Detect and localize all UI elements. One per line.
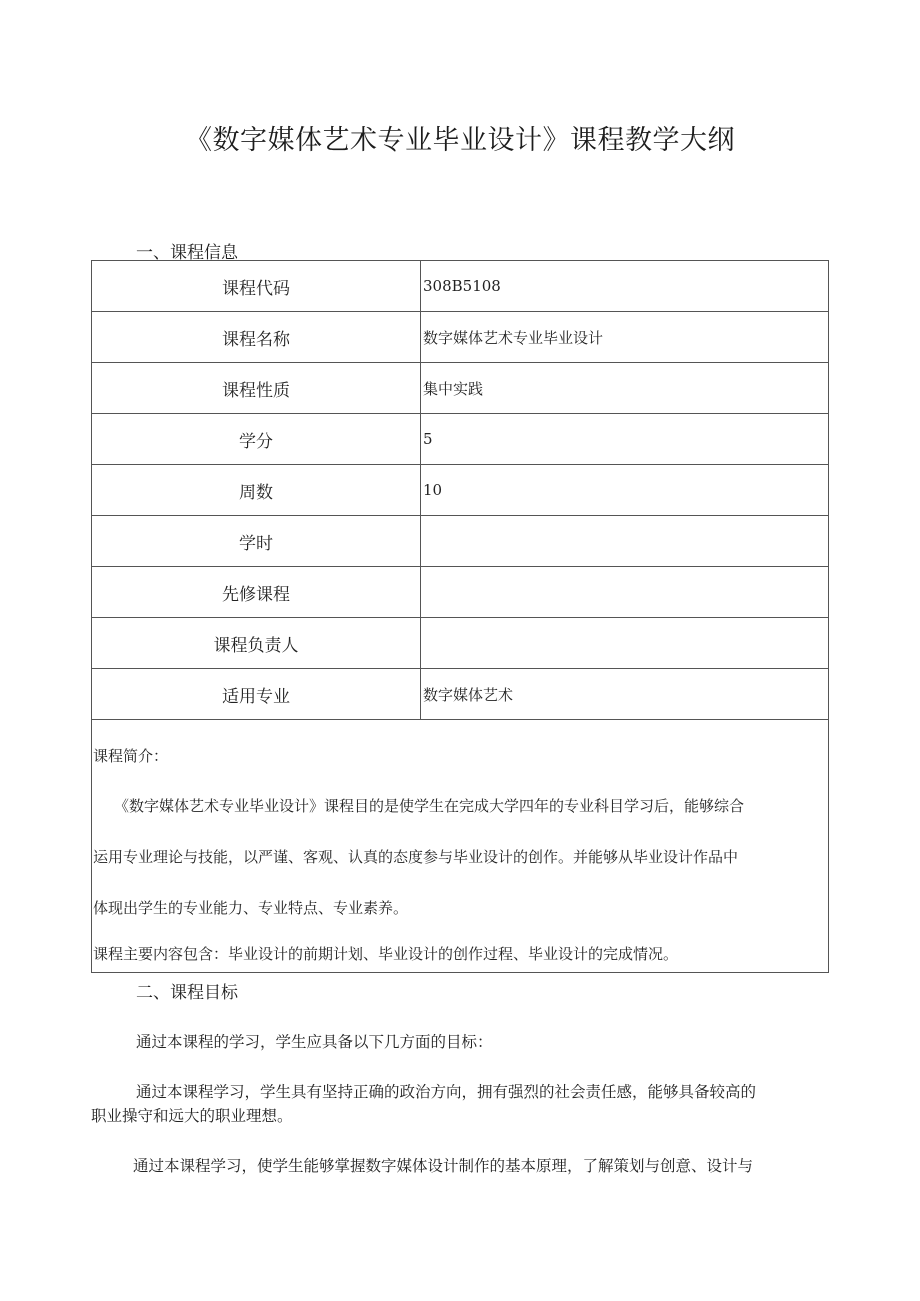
- row-value-course-code: 308B5108: [421, 261, 829, 312]
- table-row: [92, 669, 829, 720]
- course-content-summary: 课程主要内容包含：毕业设计的前期计划、毕业设计的创作过程、毕业设计的完成情况。: [93, 945, 679, 963]
- section-heading-course-info: 一、课程信息: [136, 243, 238, 263]
- row-label-prerequisites: 先修课程: [92, 567, 421, 618]
- row-value-major: 数字媒体艺术: [421, 669, 829, 720]
- document-title: 《数字媒体艺术专业毕业设计》课程教学大纲: [185, 125, 735, 156]
- goals-intro-paragraph: 通过本课程的学习，学生应具备以下几方面的目标：: [136, 1033, 493, 1051]
- section-heading-course-goals: 二、课程目标: [136, 983, 238, 1003]
- table-row: [92, 618, 829, 669]
- row-value-weeks: 10: [421, 465, 829, 516]
- row-value-prerequisites: [421, 567, 829, 618]
- row-label-course-name: 课程名称: [92, 312, 421, 363]
- row-label-major: 适用专业: [92, 669, 421, 720]
- course-intro-label: 课程简介：: [93, 747, 169, 765]
- row-value-course-lead: [421, 618, 829, 669]
- goal-1-line-2: 职业操守和远大的职业理想。: [91, 1107, 293, 1125]
- row-label-hours: 学时: [92, 516, 421, 567]
- table-row: [92, 567, 829, 618]
- course-intro-line-3: 体现出学生的专业能力、专业特点、专业素养。: [93, 899, 409, 917]
- row-value-course-name: 数字媒体艺术专业毕业设计: [421, 312, 829, 363]
- table-row: [92, 312, 829, 363]
- row-label-course-type: 课程性质: [92, 363, 421, 414]
- row-label-course-lead: 课程负责人: [92, 618, 421, 669]
- table-row: [92, 516, 829, 567]
- row-label-weeks: 周数: [92, 465, 421, 516]
- course-intro-line-2: 运用专业理论与技能，以严谨、客观、认真的态度参与毕业设计的创作。并能够从毕业设计作品中: [93, 848, 739, 866]
- row-label-credits: 学分: [92, 414, 421, 465]
- table-row: [92, 465, 829, 516]
- table-row: [92, 414, 829, 465]
- table-row-intro: [92, 720, 829, 973]
- table-row: [92, 363, 829, 414]
- row-label-course-code: 课程代码: [92, 261, 421, 312]
- row-value-hours: [421, 516, 829, 567]
- goal-2-line-1: 通过本课程学习，使学生能够掌握数字媒体设计制作的基本原理，了解策划与创意、设计与: [133, 1157, 754, 1175]
- table-row: [92, 261, 829, 312]
- course-intro-line-1: 《数字媒体艺术专业毕业设计》课程目的是使学生在完成大学四年的专业科目学习后，能够综合: [114, 797, 745, 815]
- course-info-table: [91, 260, 829, 973]
- row-value-course-type: 集中实践: [421, 363, 829, 414]
- goal-1-line-1: 通过本课程学习，学生具有坚持正确的政治方向，拥有强烈的社会责任感，能够具备较高的: [136, 1083, 757, 1101]
- course-intro-cell: [92, 720, 829, 973]
- row-value-credits: 5: [421, 414, 829, 465]
